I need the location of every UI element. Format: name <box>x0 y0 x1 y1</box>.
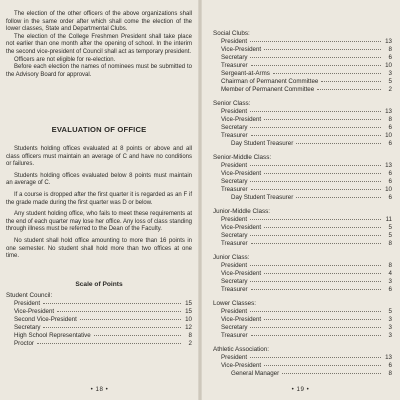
dot-leader <box>250 111 381 112</box>
points-value: 6 <box>388 140 392 147</box>
office-label: Treasurer <box>221 240 248 247</box>
office-label: Vice-President <box>221 116 262 123</box>
points-row <box>213 38 392 46</box>
paragraph: Students holding offices evaluated at 8 points or above and all class officers must maintain an average of C and have no conditions or failures. <box>6 146 192 168</box>
points-value: 5 <box>388 308 392 315</box>
points-row <box>6 332 192 340</box>
points-row <box>6 340 192 348</box>
points-value: 15 <box>185 300 192 307</box>
dot-leader <box>251 135 381 136</box>
points-row <box>213 224 392 232</box>
dot-leader <box>250 181 381 182</box>
dot-leader <box>94 335 181 336</box>
paragraph: No student shall hold office amounting to more than 16 points in one semester. No student shall hold more than two offices at one time. <box>6 237 192 260</box>
points-row <box>213 132 392 140</box>
points-row <box>213 370 392 378</box>
points-value: 3 <box>388 278 392 285</box>
office-label: Treasurer <box>221 132 248 139</box>
points-value: 3 <box>388 70 392 77</box>
office-label: Vice-President <box>221 270 262 277</box>
points-value: 12 <box>185 324 192 331</box>
dot-leader <box>250 281 381 282</box>
office-label: President <box>221 38 248 45</box>
points-value: 10 <box>385 132 392 139</box>
points-value: 10 <box>385 62 392 69</box>
office-label: Secretary <box>221 124 248 131</box>
office-label: Vice-President <box>221 316 262 323</box>
paragraph: The election of the College Freshmen President shall take place not earlier than one month after the opening of school. In the interim the second vice-president of Council shall act as temporary president. <box>6 33 192 55</box>
points-value: 6 <box>388 170 392 177</box>
points-row <box>213 178 392 186</box>
points-value: 6 <box>388 194 392 201</box>
dot-leader <box>264 273 381 274</box>
office-label: President <box>221 216 248 223</box>
dot-leader <box>43 303 181 304</box>
paragraph: Students holding offices evaluated below 8 points must maintain an average of C. <box>6 172 192 187</box>
group-title: Social Clubs: <box>213 30 250 37</box>
office-label: Member of Permanent Committee <box>221 86 315 93</box>
office-label: Secretary <box>14 324 41 331</box>
dot-leader <box>250 311 381 312</box>
dot-leader <box>250 219 381 220</box>
points-value: 15 <box>185 308 192 315</box>
points-row <box>213 216 392 224</box>
points-row <box>213 316 392 324</box>
points-value: 6 <box>388 54 392 61</box>
points-value: 3 <box>388 332 392 339</box>
points-value: 3 <box>388 316 392 323</box>
office-label: Treasurer <box>221 62 248 69</box>
points-row <box>213 54 392 62</box>
group-title: Athletic Association: <box>213 346 270 353</box>
group-title: Senior-Middle Class: <box>213 154 272 161</box>
office-label: Treasurer <box>221 186 248 193</box>
points-group <box>213 100 392 148</box>
points-value: 5 <box>388 78 392 85</box>
dot-leader <box>264 365 381 366</box>
points-row <box>213 62 392 70</box>
points-row <box>213 194 392 202</box>
office-label: President <box>221 162 248 169</box>
office-label: Vice-President <box>221 170 262 177</box>
points-value: 11 <box>385 216 392 223</box>
office-label: Second Vice-President <box>14 316 77 323</box>
points-row <box>213 332 392 340</box>
points-value: 13 <box>385 38 392 45</box>
group-title: Junior-Middle Class: <box>213 208 271 215</box>
points-group <box>213 154 392 202</box>
dot-leader <box>282 373 381 374</box>
points-row <box>6 324 192 332</box>
office-label: Secretary <box>221 324 248 331</box>
points-value: 6 <box>388 286 392 293</box>
office-label: President <box>221 262 248 269</box>
office-label: Treasurer <box>221 332 248 339</box>
page-number: • 18 • <box>90 386 109 393</box>
points-row <box>6 308 192 316</box>
office-label: Treasurer <box>221 286 248 293</box>
points-value: 6 <box>388 124 392 131</box>
points-row <box>213 354 392 362</box>
office-label: President <box>14 300 41 307</box>
evaluation-rules <box>6 146 192 261</box>
points-value: 6 <box>388 178 392 185</box>
office-label: Secretary <box>221 232 248 239</box>
dot-leader <box>264 227 381 228</box>
group-title: Lower Classes: <box>213 300 257 307</box>
paragraph: The election of the other officers of the above organizations shall follow in the same order after which shall come the election of the lower classes, State and Departmental Clubs. <box>6 11 192 33</box>
points-row <box>213 78 392 86</box>
office-label: High School Representative <box>14 332 91 339</box>
points-value: 2 <box>188 340 192 347</box>
points-value: 10 <box>185 316 192 323</box>
group-title: Senior Class: <box>213 100 251 107</box>
points-row <box>213 124 392 132</box>
scale-heading: Scale of Points <box>75 281 123 288</box>
dot-leader <box>321 81 381 82</box>
dot-leader <box>251 335 381 336</box>
points-row <box>6 316 192 324</box>
dot-leader <box>43 327 181 328</box>
office-label: Secretary <box>221 178 248 185</box>
office-label: Secretary <box>221 54 248 61</box>
paragraph: If a course is dropped after the first quarter it is regarded as an F if the grade made during the first quarter was D or below. <box>6 191 192 206</box>
office-label: Vice-President <box>221 224 262 231</box>
points-value: 8 <box>388 370 392 377</box>
points-value: 3 <box>388 324 392 331</box>
dot-leader <box>296 143 381 144</box>
office-label: President <box>221 308 248 315</box>
points-value: 8 <box>388 116 392 123</box>
paragraph: Any student holding office, who fails to meet these requirements at the end of each quarter may lose her office. Any loss of class standing through illness must be referred to the Dean of the Faculty. <box>6 211 192 233</box>
office-label: Day Student Treasurer <box>231 140 294 147</box>
paragraph: Before each election the names of nominees must be submitted to the Advisory Board for approval. <box>6 64 192 78</box>
points-value: 13 <box>385 162 392 169</box>
dot-leader <box>57 311 181 312</box>
points-row <box>213 278 392 286</box>
dot-leader <box>250 57 381 58</box>
points-row <box>213 324 392 332</box>
points-row <box>213 270 392 278</box>
dot-leader <box>250 235 381 236</box>
dot-leader <box>80 319 181 320</box>
right-page <box>201 0 400 400</box>
points-value: 4 <box>388 270 392 277</box>
points-row <box>213 140 392 148</box>
points-group <box>213 346 392 378</box>
left-page <box>0 0 199 400</box>
student-council-points <box>6 292 192 348</box>
points-value: 8 <box>388 46 392 53</box>
dot-leader <box>251 189 381 190</box>
points-value: 8 <box>388 262 392 269</box>
points-row <box>213 70 392 78</box>
election-rules <box>6 11 192 79</box>
points-row <box>213 286 392 294</box>
points-value: 6 <box>388 362 392 369</box>
group-title: Student Council: <box>6 292 53 299</box>
office-label: General Manager <box>231 370 280 377</box>
points-row <box>213 108 392 116</box>
dot-leader <box>37 343 181 344</box>
points-table <box>213 30 392 384</box>
points-row <box>213 116 392 124</box>
dot-leader <box>273 73 381 74</box>
office-label: Secretary <box>221 278 248 285</box>
points-row <box>213 46 392 54</box>
office-label: Vice-President <box>221 46 262 53</box>
office-label: Day Student Treasurer <box>231 194 294 201</box>
office-label: President <box>221 354 248 361</box>
office-label: Sergeant-at-Arms <box>221 70 270 77</box>
dot-leader <box>264 49 381 50</box>
points-row <box>213 162 392 170</box>
points-row <box>213 262 392 270</box>
office-label: Proctor <box>14 340 34 347</box>
dot-leader <box>264 319 381 320</box>
points-group <box>213 300 392 340</box>
dot-leader <box>251 65 381 66</box>
points-value: 8 <box>388 240 392 247</box>
dot-leader <box>250 41 381 42</box>
office-label: Chairman of Permanent Committee <box>221 78 319 85</box>
points-value: 13 <box>385 108 392 115</box>
dot-leader <box>250 127 381 128</box>
points-row <box>213 170 392 178</box>
dot-leader <box>250 357 381 358</box>
dot-leader <box>250 165 381 166</box>
dot-leader <box>296 197 381 198</box>
points-value: 8 <box>188 332 192 339</box>
points-row <box>6 300 192 308</box>
points-row <box>213 240 392 248</box>
points-value: 13 <box>385 354 392 361</box>
dot-leader <box>250 327 381 328</box>
page-number: • 19 • <box>291 386 310 393</box>
points-group <box>213 254 392 294</box>
dot-leader <box>250 265 381 266</box>
points-value: 5 <box>388 224 392 231</box>
office-label: Vice-President <box>14 308 55 315</box>
points-row <box>213 186 392 194</box>
paragraph: Officers are not eligible for re-election. <box>14 56 116 63</box>
dot-leader <box>264 119 381 120</box>
group-title: Junior Class: <box>213 254 250 261</box>
dot-leader <box>317 89 381 90</box>
points-value: 5 <box>388 232 392 239</box>
points-row <box>213 362 392 370</box>
office-label: Vice-President <box>221 362 262 369</box>
points-value: 2 <box>388 86 392 93</box>
office-label: President <box>221 108 248 115</box>
dot-leader <box>264 173 381 174</box>
points-group <box>213 30 392 94</box>
points-value: 10 <box>385 186 392 193</box>
points-row <box>213 308 392 316</box>
dot-leader <box>251 243 381 244</box>
dot-leader <box>251 289 381 290</box>
points-group <box>213 208 392 248</box>
points-row <box>213 232 392 240</box>
evaluation-heading: EVALUATION OF OFFICE <box>51 125 147 134</box>
points-row <box>213 86 392 94</box>
